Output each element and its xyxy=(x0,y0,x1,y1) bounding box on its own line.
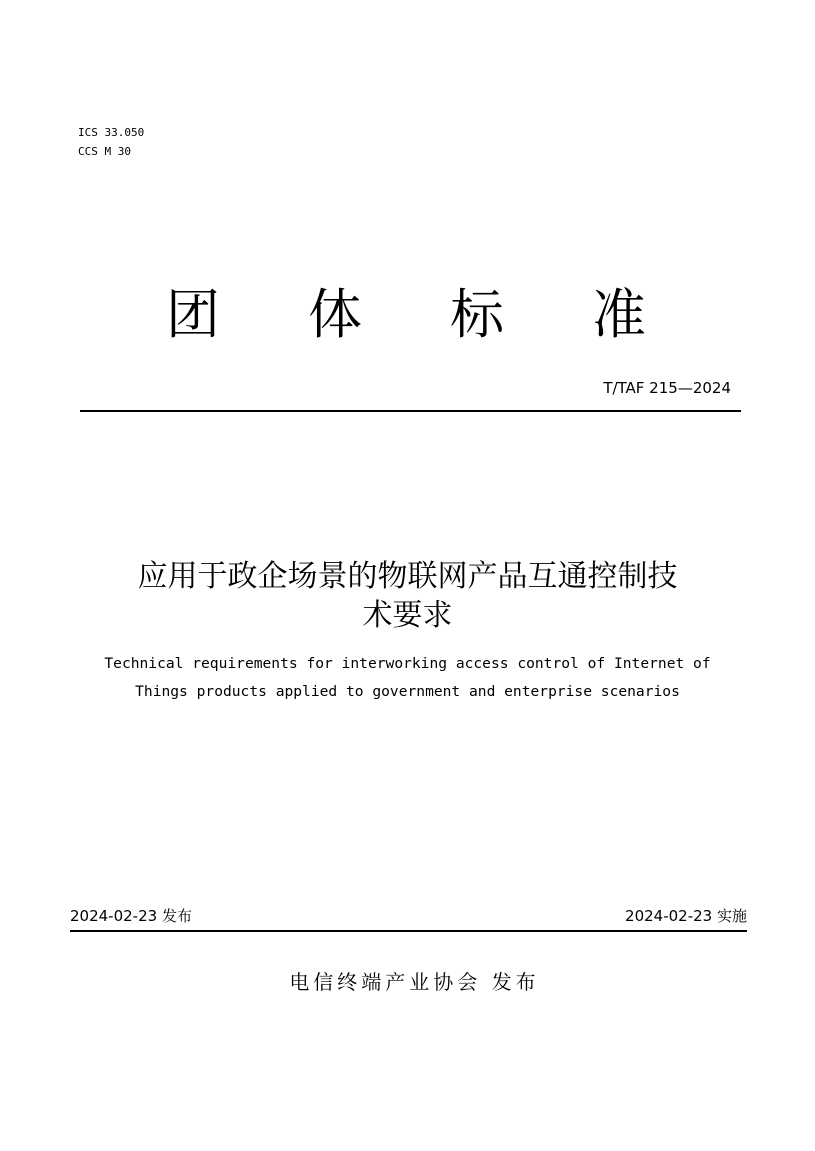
standard-type-char-2: 体 xyxy=(308,283,362,346)
standard-type-char-3: 标 xyxy=(450,283,504,346)
footer-divider xyxy=(70,930,747,932)
ics-code: ICS 33.050 xyxy=(78,126,145,139)
standard-type-char-1: 团 xyxy=(166,283,220,346)
document-title-chinese xyxy=(60,557,755,635)
implementation-date: 2024-02-23 实施 xyxy=(625,907,747,925)
title-zh-line-2: 术要求 xyxy=(362,598,453,633)
title-zh-line-1: 应用于政企场景的物联网产品互通控制技 xyxy=(137,559,678,594)
title-en-line-2: Things products applied to government and enterprise scenarios xyxy=(135,683,680,700)
issue-date: 2024-02-23 发布 xyxy=(70,907,192,925)
date-row xyxy=(70,905,747,927)
title-en-line-1: Technical requirements for interworking access control of Internet of xyxy=(104,655,711,672)
standard-type-heading xyxy=(166,282,666,348)
standard-type-char-4: 准 xyxy=(592,283,646,346)
publisher-line: 电信终端产业协会 发布 xyxy=(289,970,540,994)
standard-number: T/TAF 215—2024 xyxy=(603,379,731,397)
ccs-code: CCS M 30 xyxy=(78,145,131,158)
document-title-english xyxy=(40,650,775,706)
header-divider xyxy=(80,410,741,412)
classification-codes xyxy=(78,123,144,161)
